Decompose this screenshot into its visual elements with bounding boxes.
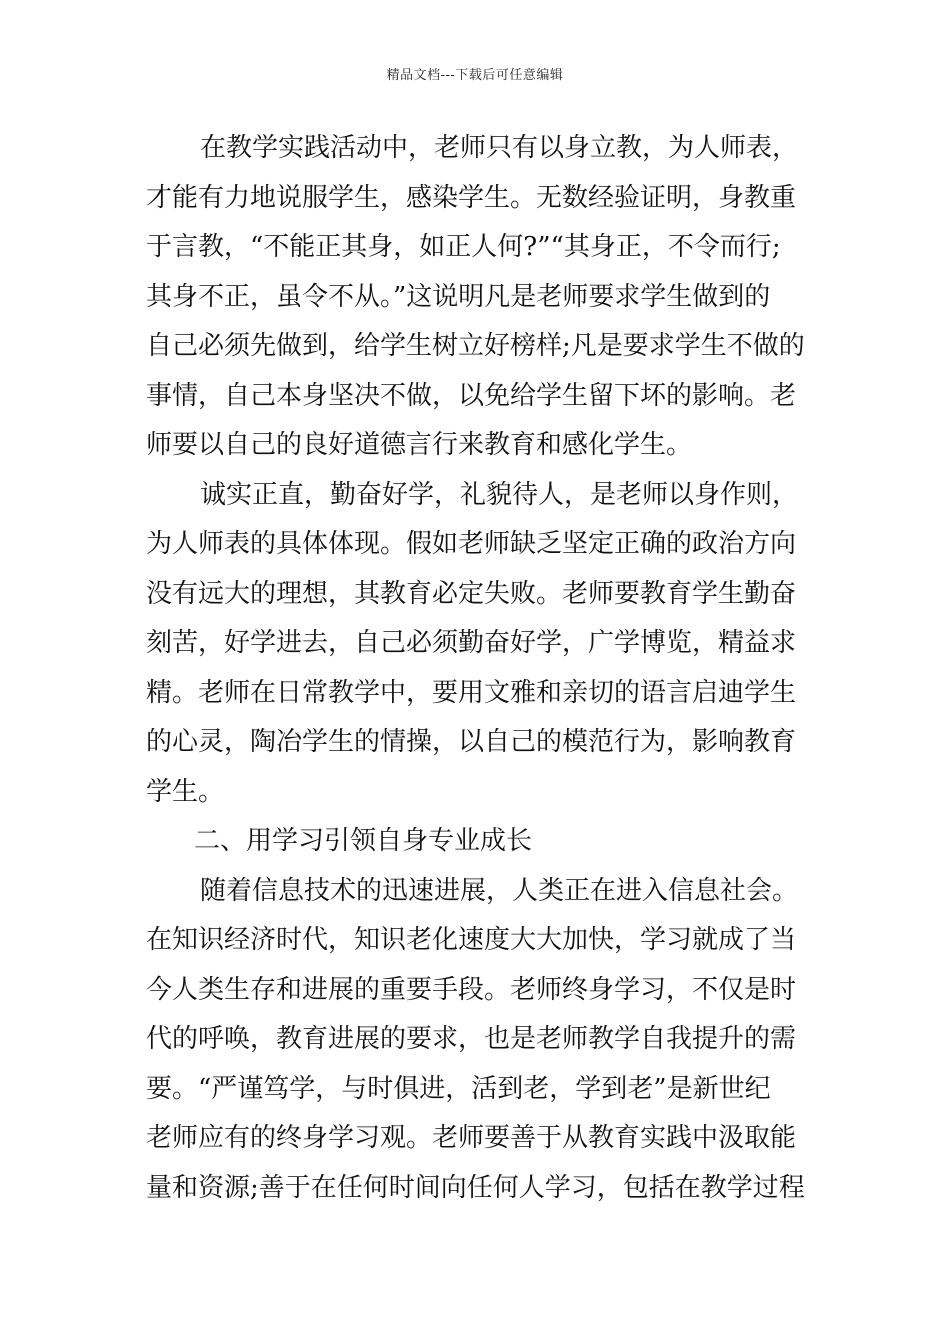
page-header: 精品文档---下载后可任意编辑 <box>386 68 564 83</box>
text-line: 为人师表的具体体现。假如老师缺乏坚定正确的政治方向 <box>146 529 797 559</box>
text-line: 的心灵，陶冶学生的情操，以自己的模范行为，影响教育 <box>146 727 797 757</box>
text-line: 老师应有的终身学习观。老师要善于从教育实践中汲取能 <box>146 1123 797 1153</box>
text-line: 随着信息技术的迅速进展，人类正在进入信息社会。 <box>200 875 799 906</box>
section-heading: 二、用学习引领自身专业成长 <box>194 826 533 856</box>
text-line: 没有远大的理想，其教育必定失败。老师要教育学生勤奋 <box>146 578 797 609</box>
document-body <box>146 124 814 1213</box>
text-line: 于言教，“不能正其身，如正人何?”“其身正，不令而行; <box>146 232 781 262</box>
text-line: 学生。 <box>146 776 225 807</box>
text-line: 事情，自己本身坚决不做，以免给学生留下坏的影响。老 <box>146 380 797 411</box>
text-line: 精。老师在日常教学中，要用文雅和亲切的语言启迪学生 <box>146 677 797 708</box>
text-line: 今人类生存和进展的重要手段。老师终身学习，不仅是时 <box>146 974 797 1005</box>
text-line: 才能有力地说服学生，感染学生。无数经验证明，身教重 <box>146 182 797 213</box>
text-line: 诚实正直，勤奋好学，礼貌待人，是老师以身作则， <box>200 479 799 510</box>
text-line: 代的呼唤，教育进展的要求，也是老师教学自我提升的需 <box>146 1024 797 1054</box>
text-line: 量和资源;善于在任何时间向任何人学习，包括在教学过程 <box>146 1172 805 1203</box>
text-line: 在教学实践活动中，老师只有以身立教，为人师表， <box>200 133 799 163</box>
text-line: 要。“严谨笃学，与时俱进，活到老，学到老”是新世纪 <box>146 1073 771 1104</box>
text-line: 自己必须先做到，给学生树立好榜样;凡是要求学生不做的 <box>146 331 805 361</box>
text-line: 在知识经济时代，知识老化速度大大加快，学习就成了当 <box>146 925 797 955</box>
text-line: 刻苦，好学进去，自己必须勤奋好学，广学博览，精益求 <box>146 628 797 658</box>
text-line: 师要以自己的良好道德言行来教育和感化学生。 <box>146 430 693 460</box>
text-line: 其身不正，虽令不从。”这说明凡是老师要求学生做到的 <box>146 281 771 312</box>
